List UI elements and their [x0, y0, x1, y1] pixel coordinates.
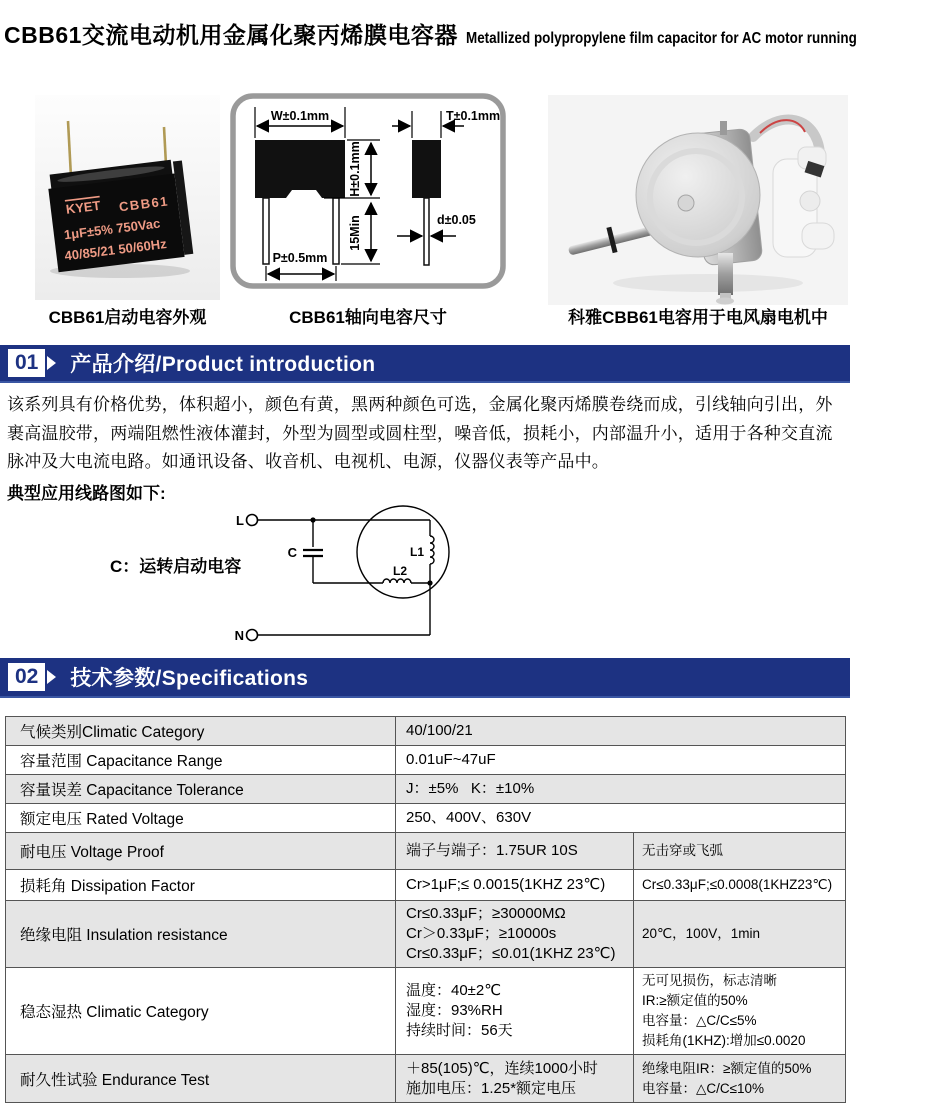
spec-value-line: 温度：40±2℃: [406, 982, 502, 999]
spec-value: [396, 804, 846, 833]
spec-value: [396, 870, 634, 901]
motor-illustration: [548, 95, 848, 305]
dimension-drawing: [230, 93, 506, 291]
spec-value-line: Cr>1μF;≤ 0.0015(1KHZ 23℃): [406, 876, 606, 893]
spec-value: [634, 870, 846, 901]
spec-row: [6, 833, 846, 870]
spec-value-line: 电容量：△C/C≤5%: [642, 1013, 757, 1028]
spec-value: [634, 1055, 846, 1103]
circuit-capacitor-label: C: [287, 545, 297, 560]
spec-label: 容量范围 Capacitance Range: [6, 746, 396, 775]
spec-value-line: 无击穿或飞弧: [642, 843, 723, 858]
section-2-title: 技术参数/Specifications: [70, 667, 309, 690]
spec-value: [396, 717, 846, 746]
spec-row: [6, 746, 846, 775]
circuit-heading: 典型应用线路图如下:: [7, 484, 166, 503]
spec-row: [6, 968, 846, 1055]
spec-value-line: 绝缘电阻IR：≥额定值的50%: [642, 1060, 812, 1076]
spec-row: [6, 775, 846, 804]
motor-caption: 科雅CBB61电容用于电风扇电机中: [568, 308, 828, 327]
title-chinese: CBB61交流电动机用金属化聚丙烯膜电容器: [4, 22, 458, 48]
spec-value-line: IR:≥额定值的50%: [642, 993, 748, 1008]
title-english: Metallized polypropylene film capacitor for AC motor running: [465, 30, 857, 47]
spec-value: [396, 968, 634, 1055]
spec-value-line: Cr≤0.33μF;≤0.0008(1KHZ23℃): [642, 877, 833, 892]
circuit-terminal-n: N: [234, 628, 244, 643]
specifications-table: [5, 716, 846, 1103]
spec-value-line: 0.01uF~47uF: [406, 751, 496, 768]
spec-row: [6, 804, 846, 833]
spec-value-line: 无可见损伤，标志清晰: [642, 973, 777, 988]
spec-value-line: 湿度：93%RH: [406, 1002, 503, 1019]
spec-value-line: Cr＞0.33μF；≥10000s: [406, 925, 557, 942]
circuit-note: C：运转启动电容: [110, 557, 242, 576]
capacitor-model-text: CBB61: [118, 193, 170, 215]
spec-value: [634, 901, 846, 968]
dim-p-label: P±0.5mm: [272, 251, 328, 265]
capacitor-caption: CBB61启动电容外观: [48, 308, 207, 327]
capacitor-photo: [35, 95, 220, 300]
spec-value: [396, 775, 846, 804]
spec-label: 容量误差 Capacitance Tolerance: [6, 775, 396, 804]
dimension-caption: CBB61轴向电容尺寸: [289, 308, 447, 327]
spec-row: [6, 901, 846, 968]
capacitor-class-text: 40/85/21 50/60Hz: [63, 235, 168, 264]
section-2-number-badge: 02: [8, 663, 45, 691]
spec-value: [396, 833, 634, 870]
spec-value-line: 电容量：△C/C≤10%: [642, 1080, 765, 1096]
spec-value-line: Cr≤0.33μF；≥30000MΩ: [406, 905, 566, 922]
spec-value: [396, 901, 634, 968]
capacitor-illustration: [35, 95, 220, 300]
capacitor-brand-text: KYET: [65, 197, 102, 217]
spec-value-line: ＋85(105)℃，连续1000小时: [406, 1059, 598, 1077]
spec-label: 额定电压 Rated Voltage: [6, 804, 396, 833]
spec-value: [396, 1055, 634, 1103]
dim-d-label: d±0.05: [437, 213, 476, 227]
spec-label: 稳态湿热 Climatic Category: [6, 968, 396, 1055]
section-2-banner: [0, 658, 850, 698]
spec-value-line: 损耗角(1KHZ):增加≤0.0020: [642, 1033, 806, 1048]
spec-value-line: 250、400V、630V: [406, 809, 532, 826]
circuit-coil1-label: L1: [409, 545, 424, 559]
spec-label: 气候类别Climatic Category: [6, 717, 396, 746]
spec-row: [6, 1055, 846, 1103]
section-1-number-badge: 01: [8, 349, 45, 377]
motor-photo: [548, 95, 848, 305]
application-circuit-diagram: [0, 498, 850, 656]
dimension-diagram: [230, 93, 506, 291]
page-title: [4, 17, 931, 50]
spec-value-line: J：±5% K：±10%: [406, 780, 535, 797]
spec-value: [634, 968, 846, 1055]
spec-value-line: 端子与端子：1.75UR 10S: [406, 842, 578, 859]
dim-t-label: T±0.1mm: [446, 109, 501, 123]
dim-w-label: W±0.1mm: [270, 109, 330, 123]
spec-label: 耐电压 Voltage Proof: [6, 833, 396, 870]
spec-row: [6, 870, 846, 901]
spec-label: 损耗角 Dissipation Factor: [6, 870, 396, 901]
badge-arrow-icon: [47, 356, 56, 370]
circuit-terminal-l: L: [236, 513, 244, 528]
spec-table-body: [6, 717, 846, 1103]
spec-value-line: 40/100/21: [406, 722, 473, 739]
spec-label: 绝缘电阻 Insulation resistance: [6, 901, 396, 968]
spec-label: 耐久性试验 Endurance Test: [6, 1055, 396, 1103]
spec-value: [634, 833, 846, 870]
spec-value: [396, 746, 846, 775]
dim-lead-min-label: 15Min: [348, 215, 362, 251]
dim-h-label: H±0.1mm: [348, 141, 362, 197]
spec-value-line: 施加电压：1.25*额定电压: [406, 1079, 577, 1097]
section-1-banner: [0, 345, 850, 383]
product-introduction-text: 该系列具有价格优势，体积超小，颜色有黄，黑两种颜色可选，金属化聚丙烯膜卷绕而成，引线轴向引出，外裹高温胶带，两端阻燃性液体灌封，外型为圆型或圆柱型，噪音低，损耗小，内部温升小，适用于各种交直流脉冲及大电流电路。如通讯设备、收音机、电视机、电源，仪器仪表等产品中。: [7, 395, 833, 471]
circuit-coil2-label: L2: [393, 564, 408, 578]
capacitor-rating-text: 1μF±5% 750Vac: [63, 215, 161, 243]
spec-row: [6, 717, 846, 746]
spec-value-line: 持续时间：56天: [406, 1022, 513, 1039]
badge-arrow-icon: [47, 670, 56, 684]
section-1-title: 产品介绍/Product introduction: [70, 353, 376, 376]
spec-value-line: 20℃，100V，1min: [642, 926, 760, 941]
spec-value-line: Cr≤0.33μF；≤0.01(1KHZ 23℃): [406, 945, 616, 962]
